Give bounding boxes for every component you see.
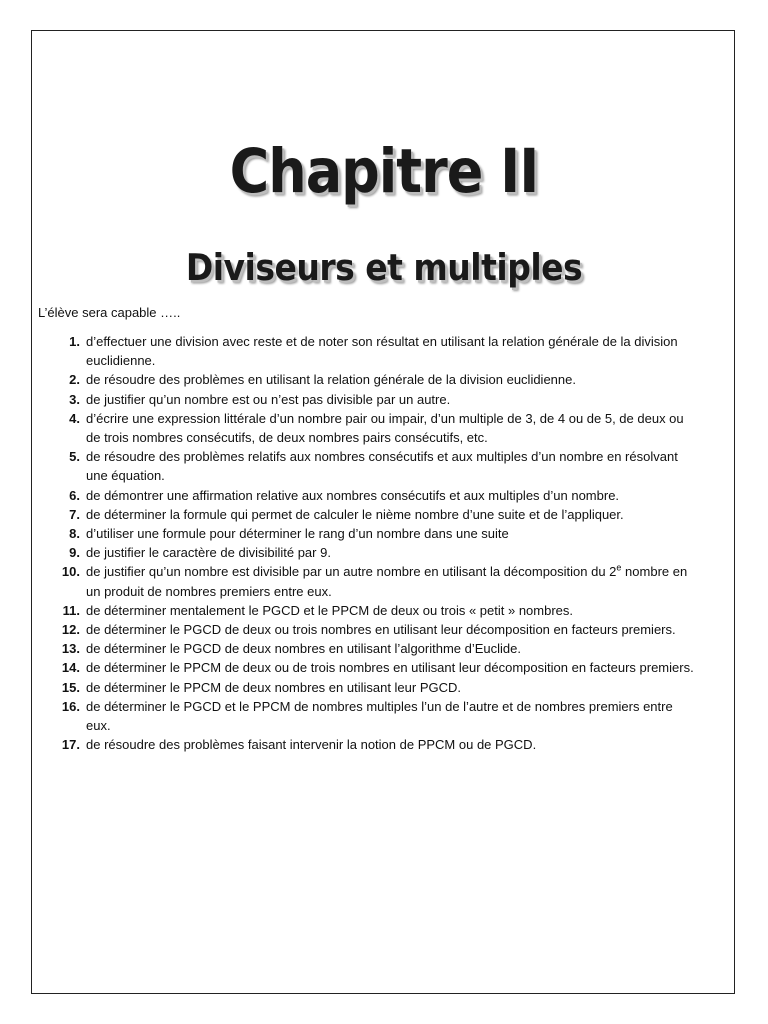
objective-item xyxy=(38,390,698,409)
objective-text: de justifier le caractère de divisibilité par 9. xyxy=(86,545,331,561)
objective-number: 3. xyxy=(69,391,80,407)
objective-item xyxy=(38,505,698,524)
objective-item xyxy=(38,543,698,562)
objective-number: 4. xyxy=(69,410,80,426)
objective-item xyxy=(38,601,698,620)
chapter-title: Chapitre II xyxy=(229,136,539,207)
objective-item xyxy=(38,697,698,735)
objective-item xyxy=(38,639,698,658)
objective-text: de déterminer le PPCM de deux nombres en utilisant leur PGCD. xyxy=(86,679,462,695)
intro-text: L’élève sera capable ….. xyxy=(38,305,181,320)
objective-text: d’utiliser une formule pour déterminer le rang d’un nombre dans une suite xyxy=(86,526,509,542)
objective-number: 7. xyxy=(69,506,80,522)
objective-item xyxy=(38,409,698,447)
objective-number: 6. xyxy=(69,487,80,503)
chapter-subtitle: Diviseurs et multiples xyxy=(185,246,583,289)
objective-text: d’effectuer une division avec reste et de noter son résultat en utilisant la relation générale de la division euclidienne. xyxy=(86,334,678,369)
objective-item xyxy=(38,562,698,600)
objective-text: de déterminer le PGCD de deux ou trois nombres en utilisant leur décomposition en facteurs premiers. xyxy=(86,622,676,638)
objective-text: de déterminer le PPCM de deux ou de trois nombres en utilisant leur décomposition en facteurs premiers. xyxy=(86,660,694,676)
objective-number: 11. xyxy=(62,602,80,618)
objective-number: 14. xyxy=(61,660,80,676)
objective-number: 1. xyxy=(69,334,80,349)
objective-text-end: nombre en un produit de nombres premiers entre eux. xyxy=(86,564,688,599)
objective-text: de résoudre des problèmes faisant intervenir la notion de PPCM ou de PGCD. xyxy=(86,737,537,753)
objective-text: de déterminer le PGCD de deux nombres en utilisant l’algorithme d’Euclide. xyxy=(86,641,521,657)
objective-item xyxy=(38,524,698,543)
objective-number: 9. xyxy=(69,545,80,561)
objective-number: 16. xyxy=(61,698,80,714)
objective-item xyxy=(38,620,698,639)
objective-item xyxy=(38,447,698,485)
objectives-list xyxy=(38,332,698,754)
objective-item xyxy=(38,370,698,389)
objective-text: de déterminer mentalement le PGCD et le PPCM de deux ou trois « petit » nombres. xyxy=(86,602,574,618)
objective-item xyxy=(38,658,698,677)
objective-number: 13. xyxy=(61,641,80,657)
objective-text: de démontrer une affirmation relative aux nombres consécutifs et aux multiples d’un nombre. xyxy=(86,487,620,503)
objective-item xyxy=(38,735,698,754)
objective-text: de déterminer le PGCD et le PPCM de nombres multiples l’un de l’autre et de nombres premiers entre eux. xyxy=(86,698,673,734)
objective-item xyxy=(38,678,698,697)
objective-item xyxy=(38,486,698,505)
objective-number: 10. xyxy=(61,564,80,580)
objective-number: 12. xyxy=(61,622,80,638)
ordinal-superscript: e xyxy=(616,563,622,574)
objective-number: 8. xyxy=(69,526,80,542)
objective-number: 17. xyxy=(61,737,80,753)
objective-number: 2. xyxy=(69,372,80,388)
objective-text: de résoudre des problèmes relatifs aux nombres consécutifs et aux multiples d’un nombre en résolvant une équation. xyxy=(86,449,678,484)
objective-text-start: de justifier qu’un nombre est divisible par un autre nombre en utilisant la décomposition du 2 xyxy=(86,564,617,580)
objective-number: 15. xyxy=(61,679,80,695)
objective-text: de justifier qu’un nombre est ou n’est pas divisible par un autre. xyxy=(86,391,451,407)
objective-text: de déterminer la formule qui permet de calculer le nième nombre d’une suite et de l’appliquer. xyxy=(86,506,624,522)
objective-text: d’écrire une expression littérale d’un nombre pair ou impair, d’un multiple de 3, de 4 ou de 5, de deux ou de trois nombres consécutifs, de deux nombres pairs consécutifs, etc. xyxy=(86,410,684,446)
objective-number: 5. xyxy=(69,449,80,465)
objective-text: de résoudre des problèmes en utilisant la relation générale de la division euclidienne. xyxy=(86,372,576,388)
objective-item xyxy=(38,332,698,370)
